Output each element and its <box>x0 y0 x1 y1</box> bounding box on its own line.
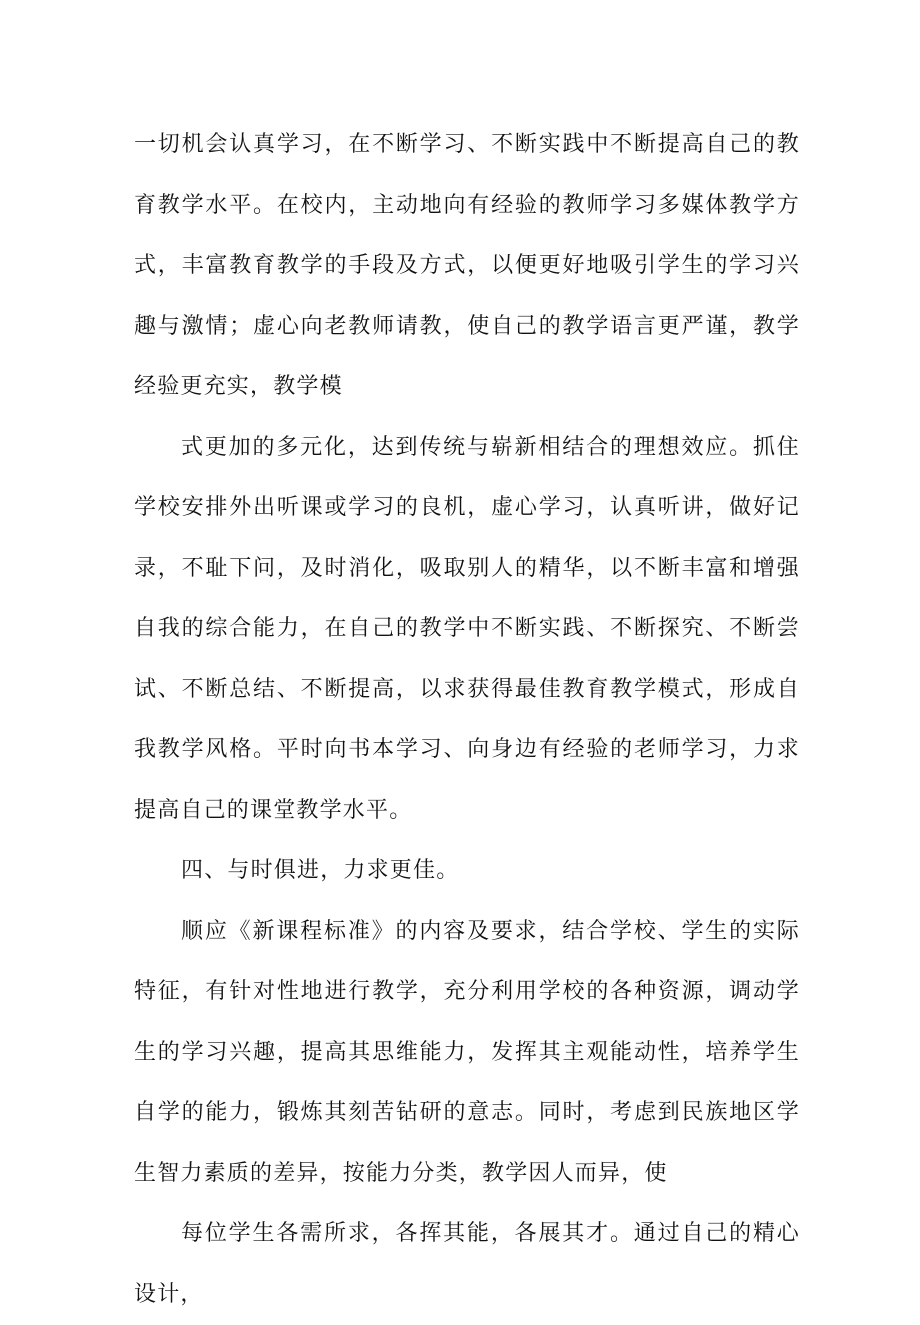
document-body <box>134 115 800 1325</box>
paragraph-3: 顺应《新课程标准》的内容及要求，结合学校、学生的实际特征，有针对性地进行教学，充分利用学校的各种资源，调动学生的学习兴趣，提高其思维能力，发挥其主观能动性，培养学生自学的能力，锻炼其刻苦钻研的意志。同时，考虑到民族地区学生智力素质的差异，按能力分类，教学因人而异，使 <box>134 918 800 1186</box>
paragraph-2: 式更加的多元化，达到传统与崭新相结合的理想效应。抓住学校安排外出听课或学习的良机，虚心学习，认真听讲，做好记录，不耻下问，及时消化，吸取别人的精华，以不断丰富和增强自我的综合能力，在自己的教学中不断实践、不断探究、不断尝试、不断总结、不断提高，以求获得最佳教育教学模式，形成自我教学风格。平时向书本学习、向身边有经验的老师学习，力求提高自己的课堂教学水平。 <box>134 434 800 823</box>
section-heading-4: 四、与时俱进，力求更佳。 <box>181 858 460 883</box>
paragraph-4: 每位学生各需所求，各挥其能，各展其才。通过自己的精心设计， <box>134 1221 800 1307</box>
paragraph-1: 一切机会认真学习，在不断学习、不断实践中不断提高自己的教育教学水平。在校内，主动地向有经验的教师学习多媒体教学方式，丰富教育教学的手段及方式，以便更好地吸引学生的学习兴趣与激情；虚心向老教师请教，使自己的教学语言更严谨，教学经验更充实，教学模 <box>134 132 800 399</box>
